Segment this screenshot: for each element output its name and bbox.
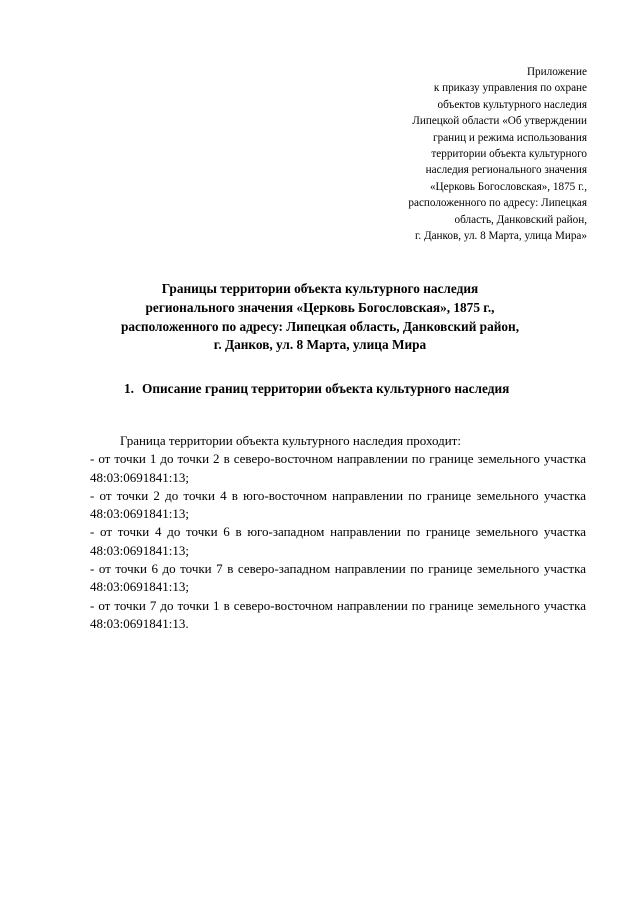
boundary-item: - от точки 4 до точки 6 в юго-западном направлении по границе земельного участка 48:03:0691841:13;	[90, 524, 586, 558]
appendix-line: «Церковь Богословская», 1875 г.,	[429, 180, 587, 193]
section-heading	[124, 380, 509, 398]
title-line: г. Данков, ул. 8 Марта, улица Мира	[213, 337, 427, 353]
section-number: 1.	[124, 381, 134, 396]
appendix-header	[327, 64, 587, 244]
appendix-line: г. Данков, ул. 8 Марта, улица Мира»	[415, 230, 587, 243]
appendix-line: территории объекта культурного	[431, 148, 587, 161]
title-line: расположенного по адресу: Липецкая область, Данковский район,	[120, 318, 520, 334]
appendix-line: наследия регионального значения	[425, 164, 587, 177]
section-heading-text: Описание границ территории объекта культурного наследия	[141, 381, 510, 396]
appendix-line: область, Данковский район,	[454, 213, 587, 226]
section-body	[90, 432, 586, 633]
appendix-line: объектов культурного наследия	[437, 98, 587, 111]
boundary-item: - от точки 6 до точки 7 в северо-западном направлении по границе земельного участка 48:03:0691841:13;	[90, 561, 586, 595]
appendix-line: Липецкой области «Об утверждении	[412, 115, 587, 128]
boundary-item: - от точки 7 до точки 1 в северо-восточном направлении по границе земельного участка 48:03:0691841:13.	[90, 597, 586, 631]
boundary-item: - от точки 2 до точки 4 в юго-восточном направлении по границе земельного участка 48:03:0691841:13;	[90, 487, 586, 522]
appendix-line: расположенного по адресу: Липецкая	[408, 197, 587, 210]
appendix-line: границ и режима использования	[433, 131, 587, 144]
appendix-line: к приказу управления по охране	[433, 82, 587, 95]
boundary-item: - от точки 1 до точки 2 в северо-восточном направлении по границе земельного участка 48:03:0691841:13;	[90, 451, 586, 485]
appendix-line: Приложение	[526, 66, 587, 78]
document-title	[60, 280, 580, 355]
title-line: регионального значения «Церковь Богословская», 1875 г.,	[145, 299, 495, 315]
title-line: Границы территории объекта культурного наследия	[161, 281, 479, 296]
body-intro: Граница территории объекта культурного наследия проходит:	[120, 433, 461, 448]
